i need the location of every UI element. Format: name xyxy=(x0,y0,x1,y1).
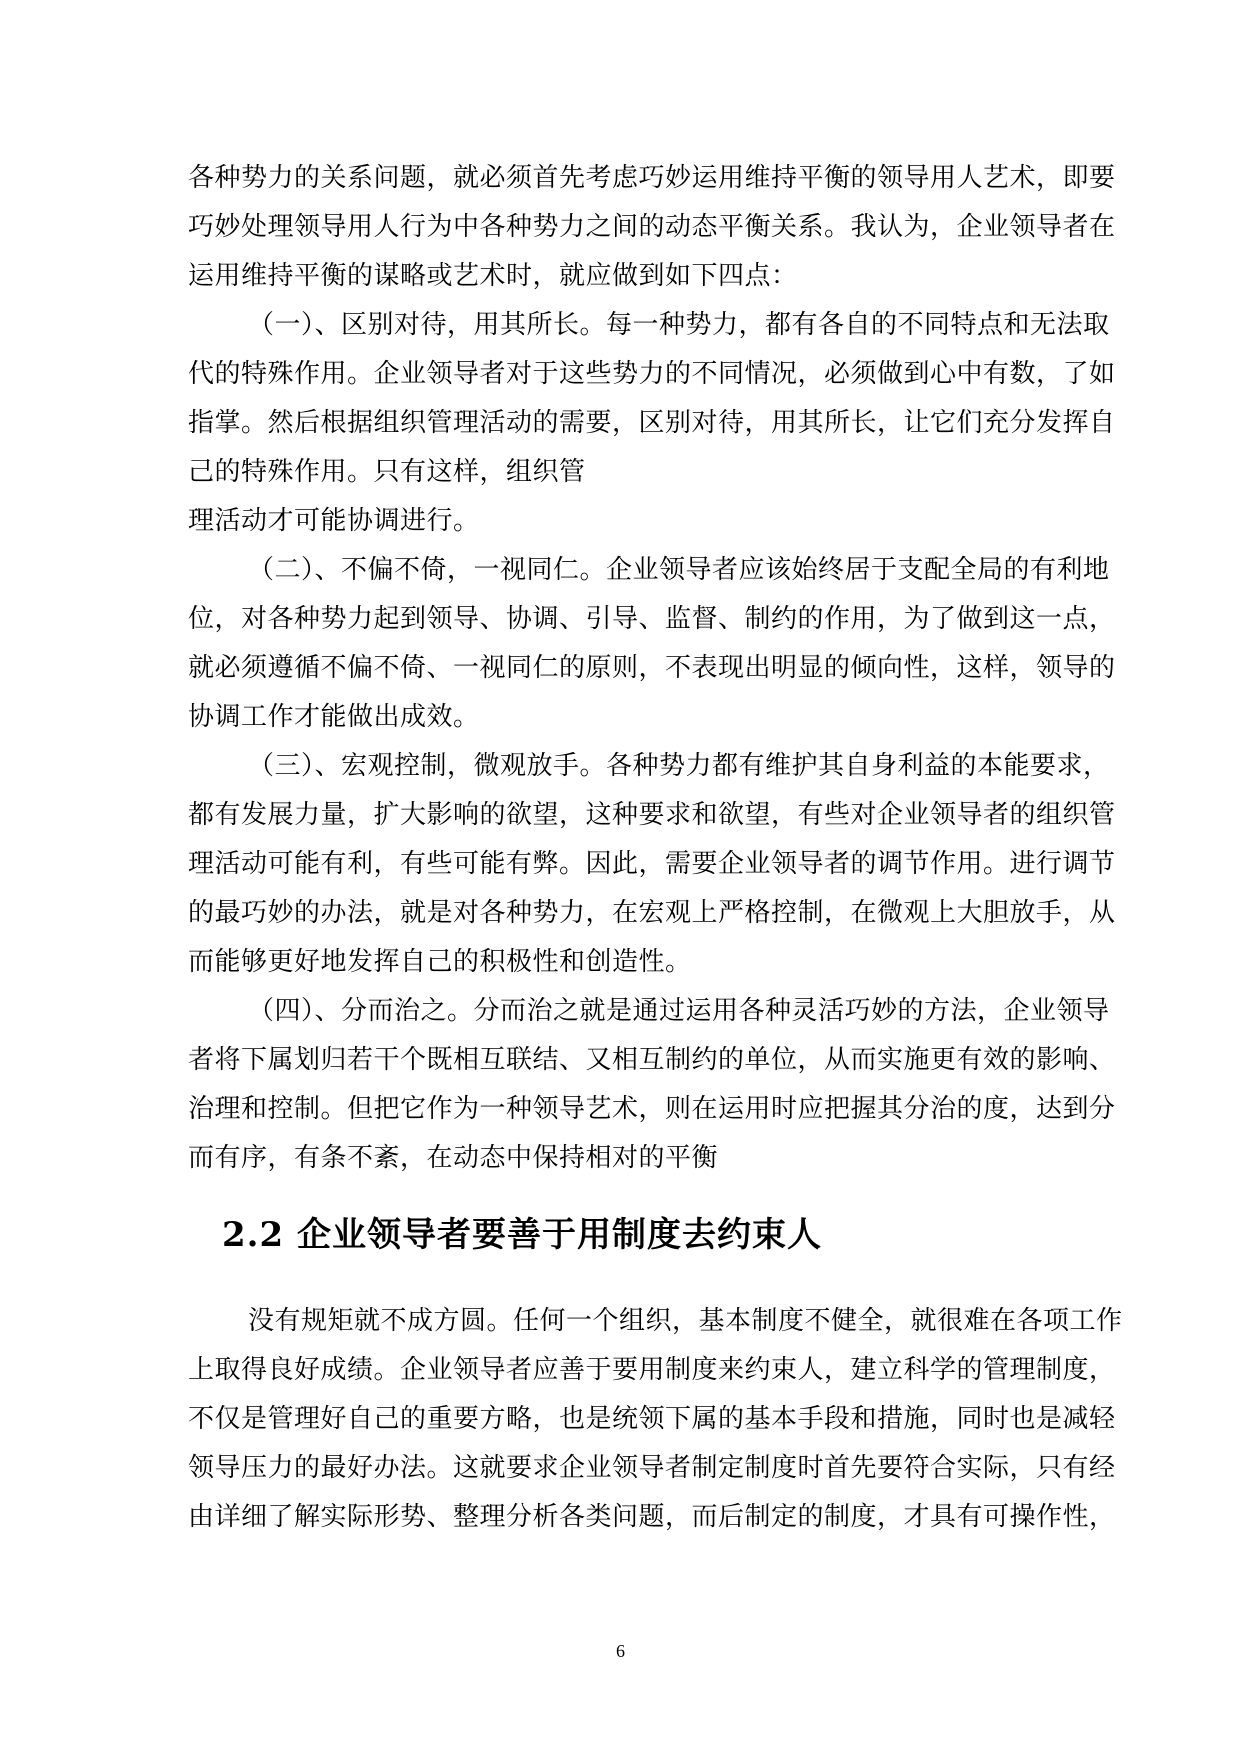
text-line: 位，对各种势力起到领导、协调、引导、监督、制约的作用，为了做到这一点， xyxy=(188,604,1116,634)
text-line: 各种势力的关系问题，就必须首先考虑巧妙运用维持平衡的领导用人艺术，即要 xyxy=(188,163,1116,193)
text-line: 而有序，有条不紊，在动态中保持相对的平衡 xyxy=(188,1143,719,1173)
section-heading: 2.2 企业领导者要善于用制度去约束人 xyxy=(222,1215,822,1255)
page-number: 6 xyxy=(616,1641,625,1661)
text-line: 代的特殊作用。企业领导者对于这些势力的不同情况，必须做到心中有数，了如 xyxy=(188,359,1116,389)
text-line: 都有发展力量，扩大影响的欲望，这种要求和欲望，有些对企业领导者的组织管 xyxy=(188,800,1116,830)
text-line: 己的特殊作用。只有这样，组织管 xyxy=(188,457,586,487)
text-line: 没有规矩就不成方圆。任何一个组织，基本制度不健全，就很难在各项工作 xyxy=(248,1306,1123,1336)
text-line: 理活动可能有利，有些可能有弊。因此，需要企业领导者的调节作用。进行调节 xyxy=(188,849,1116,879)
text-line: 治理和控制。但把它作为一种领导艺术，则在运用时应把握其分治的度，达到分 xyxy=(188,1094,1116,1124)
text-line: （一）、区别对待，用其所长。每一种势力，都有各自的不同特点和无法取 xyxy=(248,310,1110,340)
text-line: 巧妙处理领导用人行为中各种势力之间的动态平衡关系。我认为，企业领导者在 xyxy=(188,212,1116,242)
text-line: 的最巧妙的办法，就是对各种势力，在宏观上严格控制，在微观上大胆放手，从 xyxy=(188,898,1116,928)
text-line: 运用维持平衡的谋略或艺术时，就应做到如下四点： xyxy=(188,261,798,291)
text-line: 指掌。然后根据组织管理活动的需要，区别对待，用其所长，让它们充分发挥自 xyxy=(188,408,1116,438)
text-line: 而能够更好地发挥自己的积极性和创造性。 xyxy=(188,947,692,977)
text-line: 上取得良好成绩。企业领导者应善于要用制度来约束人，建立科学的管理制度， xyxy=(188,1355,1116,1385)
body-text-top xyxy=(188,154,1116,1183)
text-line: 者将下属划归若干个既相互联结、又相互制约的单位，从而实施更有效的影响、 xyxy=(188,1045,1116,1075)
text-line: 由详细了解实际形势、整理分析各类问题，而后制定的制度，才具有可操作性， xyxy=(188,1502,1116,1532)
text-line: 协调工作才能做出成效。 xyxy=(188,702,480,732)
text-line: （三）、宏观控制，微观放手。各种势力都有维护其自身利益的本能要求， xyxy=(248,751,1110,781)
text-line: 领导压力的最好办法。这就要求企业领导者制定制度时首先要符合实际，只有经 xyxy=(188,1453,1116,1483)
body-text-bottom xyxy=(188,1297,1123,1542)
text-line: （二）、不偏不倚，一视同仁。企业领导者应该始终居于支配全局的有利地 xyxy=(248,555,1110,585)
text-line: （四）、分而治之。分而治之就是通过运用各种灵活巧妙的方法，企业领导 xyxy=(248,996,1110,1026)
text-line: 不仅是管理好自己的重要方略，也是统领下属的基本手段和措施，同时也是减轻 xyxy=(188,1404,1116,1434)
text-line: 理活动才可能协调进行。 xyxy=(188,506,480,536)
text-line: 就必须遵循不偏不倚、一视同仁的原则，不表现出明显的倾向性，这样，领导的 xyxy=(188,653,1116,683)
